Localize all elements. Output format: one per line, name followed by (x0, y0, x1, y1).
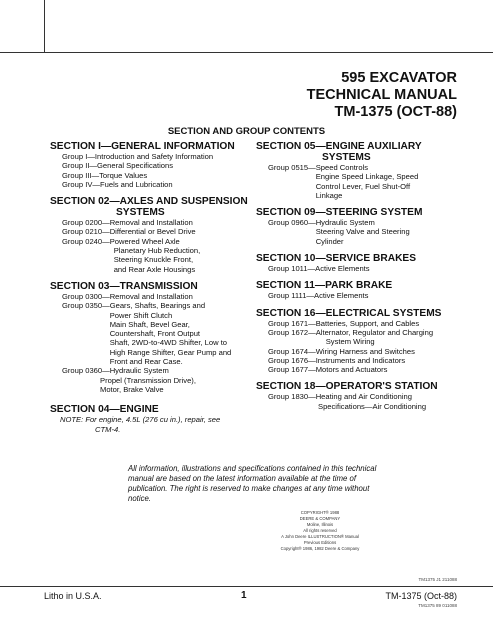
footer-manual-id: TM-1375 (Oct-88) (385, 591, 457, 601)
copyright-line: A John Deere ILLUSTRUCTION® Manual (281, 534, 359, 539)
footer-code-bottom: TM1375 89 011088 (418, 603, 457, 608)
group-text: Speed Controls (315, 163, 369, 172)
copyright-line: Copyright® 1986, 1982 Deere & Company (280, 546, 360, 551)
group-item (62, 227, 250, 236)
group-text: Front and Rear Case. (109, 357, 183, 367)
group-item (62, 218, 250, 227)
section-heading: SECTION 02—AXLES AND SUSPENSION (50, 196, 248, 208)
group-item: Group 1677—Motors and Actuators (268, 365, 388, 375)
group-text: Propel (Transmission Drive), (100, 375, 196, 385)
section-04 (50, 404, 250, 434)
group-text: Gears, Shafts, Bearings and (109, 301, 206, 311)
group-item (268, 328, 456, 347)
title-line-3: TM-1375 (OCT-88) (334, 104, 457, 120)
copyright-line: Previous Editions (303, 540, 337, 545)
group-item: Group 1674—Wiring Harness and Switches (268, 346, 415, 356)
copyright-line: Moline, Illinois (306, 522, 334, 527)
group-text: and Rear Axle Housings (113, 264, 196, 274)
group-item: Group 1671—Batteries, Support, and Cables (268, 318, 420, 328)
right-column (256, 141, 456, 418)
group-item: Group 1676—Instruments and Indicators (268, 355, 406, 365)
group-item (268, 218, 456, 246)
group-label: Group 0515— (268, 163, 316, 172)
note-line: CTM-4. (95, 424, 121, 434)
section-10 (256, 253, 456, 273)
section-heading: SECTION 10—SERVICE BRAKES (256, 253, 417, 265)
section-heading: SECTION 16—ELECTRICAL SYSTEMS (256, 307, 442, 319)
section-18 (256, 381, 456, 411)
group-text: Cylinder (315, 236, 344, 246)
copyright-line: DEERE & COMPANY (299, 516, 341, 521)
title-line-1: 595 EXCAVATOR (341, 70, 457, 86)
group-text: Shaft, 2WD-to-4WD Shifter, Low to (109, 338, 228, 348)
group-text: Hydraulic System (315, 218, 375, 228)
group-text: Hydraulic System (109, 366, 169, 376)
group-label: Group 1672— (268, 327, 316, 337)
group-item: Group I—Introduction and Safety Information (62, 152, 214, 161)
footer-litho: Litho in U.S.A. (44, 591, 102, 601)
group-item: Group 1830—Heating and Air Conditioning (268, 392, 412, 402)
group-item (268, 163, 456, 200)
section-03 (50, 281, 250, 394)
group-text: Power Shift Clutch (109, 310, 173, 320)
group-label: Group 0300— (62, 291, 110, 301)
section-heading: SECTION 11—PARK BRAKE (256, 280, 393, 292)
group-text: Removal and Installation (109, 218, 193, 228)
group-item: Group IV—Fuels and Lubrication (62, 179, 173, 189)
group-item: Group 1111—Active Elements (268, 291, 369, 301)
group-label: Group 0210— (62, 227, 110, 237)
group-item: Group II—General Specifications (62, 161, 174, 171)
group-text: Specifications—Air Conditioning (318, 401, 427, 411)
group-label: Group 0240— (62, 236, 110, 246)
bottom-border-line (0, 586, 493, 587)
group-item (62, 237, 250, 274)
group-text: Control Lever, Fuel Shut-Off (315, 181, 411, 191)
group-label: Group 0350— (62, 301, 110, 311)
group-text: Differential or Bevel Drive (109, 227, 196, 237)
title-line-2: TECHNICAL MANUAL (306, 87, 457, 103)
section-heading: SECTION 18—OPERATOR'S STATION (256, 381, 438, 393)
group-item: Group 1011—Active Elements (268, 264, 370, 274)
group-label: Group 0960— (268, 218, 316, 228)
left-column (50, 141, 250, 441)
group-item (62, 292, 250, 301)
copyright-block (250, 510, 390, 552)
top-border-line (0, 52, 493, 53)
section-11 (256, 280, 456, 300)
group-text: Linkage (315, 190, 343, 200)
group-text: Steering Valve and Steering (315, 227, 410, 237)
group-label: Group 0360— (62, 366, 110, 376)
section-heading: SECTION 03—TRANSMISSION (50, 280, 198, 292)
page-number: 1 (241, 590, 247, 601)
header-divider-line (44, 0, 45, 52)
note-line: NOTE: For engine, 4.5L (276 cu in.), repair, see (60, 415, 221, 425)
manual-title (307, 70, 457, 121)
section-heading: SECTION 04—ENGINE (50, 404, 159, 416)
section-02 (50, 196, 250, 274)
section-heading: SECTION 05—ENGINE AUXILIARY (256, 141, 422, 152)
section-01 (50, 141, 250, 189)
footer-code-top: TM1375 J1 211088 (418, 577, 457, 582)
copyright-line: COPYRIGHT® 1988 (300, 510, 340, 515)
section-16 (256, 308, 456, 375)
section-heading: SECTION 09—STEERING SYSTEM (256, 207, 423, 219)
group-text: Steering Knuckle Front, (113, 255, 194, 265)
group-text: System Wiring (325, 337, 375, 347)
contents-heading: SECTION AND GROUP CONTENTS (167, 126, 326, 137)
group-text: Removal and Installation (109, 291, 193, 301)
section-09 (256, 207, 456, 246)
group-text: Motor, Brake Valve (100, 384, 164, 394)
group-item (62, 301, 250, 366)
group-text: Engine Speed Linkage, Speed (315, 172, 419, 182)
group-text: Countershaft, Front Output (109, 329, 201, 339)
section-heading-cont: SYSTEMS (116, 207, 165, 219)
group-label: Group 0200— (62, 218, 110, 228)
disclaimer-text: All information, illustrations and specifications contained in this technical manual are based on the latest information available at the time of publication. The right is reserved to make changes at any time without notice. (128, 464, 377, 503)
section-heading: SECTION I—GENERAL INFORMATION (50, 141, 235, 152)
copyright-line: All rights reserved (303, 528, 337, 533)
group-item: Group III—Torque Values (62, 170, 148, 180)
group-text: Alternator, Regulator and Charging (315, 327, 434, 337)
group-text: Planetary Hub Reduction, (113, 246, 201, 256)
group-text: High Range Shifter, Gear Pump and (109, 347, 232, 357)
group-text: Main Shaft, Bevel Gear, (109, 319, 190, 329)
group-item (62, 366, 250, 375)
section-heading-cont: SYSTEMS (322, 152, 371, 163)
section-05 (256, 141, 456, 200)
group-text: Powered Wheel Axle (109, 236, 180, 246)
